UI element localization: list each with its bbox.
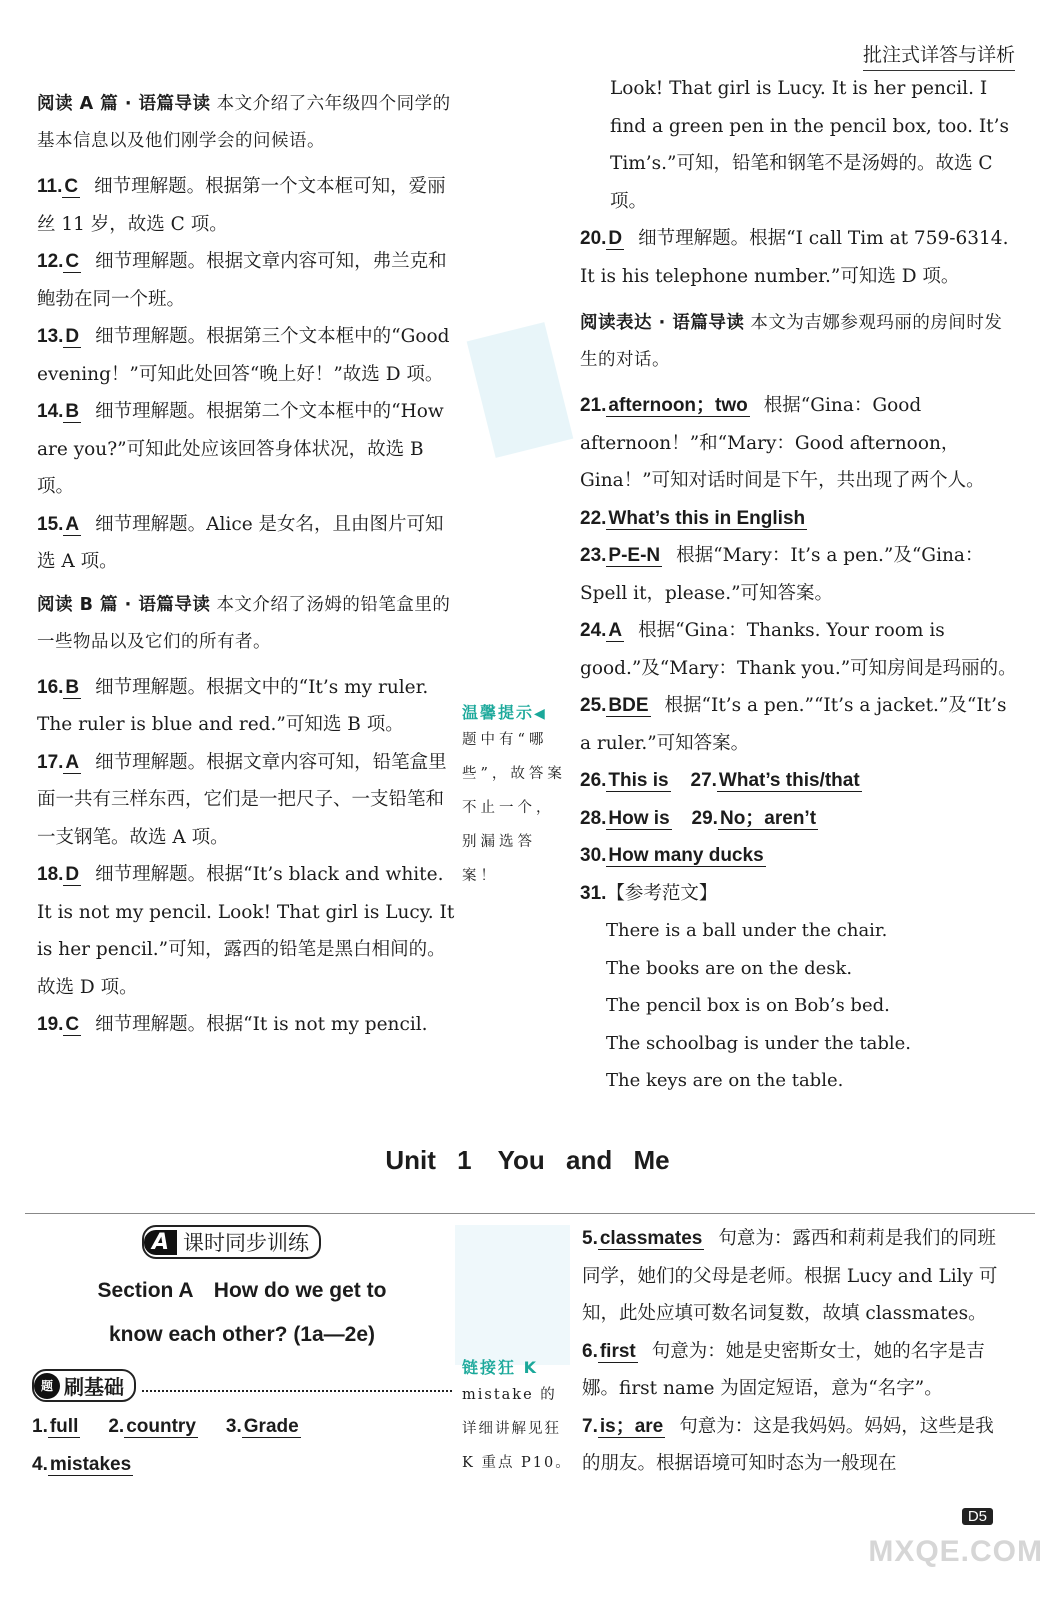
guide-text: 本文介绍了六年级四个同学的基本信息以及他们刚学会的问候语。: [37, 94, 451, 151]
section-divider: [25, 1213, 1035, 1214]
page-number: D5: [962, 1508, 993, 1525]
essay-line: The books are on the desk.: [606, 957, 853, 979]
answer-items-26-27: 26. This is 27. What’s this/that: [580, 770, 860, 791]
background-watermark: [467, 322, 574, 458]
badge-a-icon: A: [144, 1230, 177, 1255]
link-tip-box: [462, 1355, 572, 1480]
tip-box: [462, 700, 572, 893]
guide-text: 本文为吉娜参观玛丽的房间时发生的对话。: [580, 313, 1003, 370]
answer-item-19: 19. C 细节理解题。根据“It is not my pencil.: [37, 1014, 428, 1035]
answer-item-12: 12. C 细节理解题。根据文章内容可知，弗兰克和鲍勃在同一个班。: [37, 251, 447, 310]
running-header: 批注式详答与详析: [863, 40, 1015, 71]
left-column: [37, 80, 457, 1044]
essay-line: The keys are on the table.: [606, 1070, 844, 1091]
answer-item-5: 5. classmates 句意为：露西和莉莉是我们的同班同学，她们的父母是老师。根据 Lucy and Lily 可知，此处应填可数名词复数，故填 classmates。: [582, 1228, 998, 1324]
guide-text: 本文介绍了汤姆的铅笔盒里的一些物品以及它们的所有者。: [37, 594, 451, 652]
link-tip-text: mistake 的详细讲解见狂 K 重点 P10。: [462, 1387, 572, 1471]
answer-item-30: 30. How many ducks: [580, 845, 764, 866]
answer-item-20: 20. D 细节理解题。根据“I call Tim at 759-6314. It is his telephone number.”可知选 D 项。: [580, 228, 1009, 287]
answer-item-7: 7. is；are 句意为：这是我妈妈。妈妈，这些是我的朋友。根据语境可知时态为一般现在: [582, 1415, 994, 1474]
answer-item-16: 16. B 细节理解题。根据文中的“It’s my ruler. The ruler is blue and red.”可知选 B 项。: [37, 676, 429, 735]
right-column: [580, 70, 1020, 1100]
answer-item-11: 11. C 细节理解题。根据第一个文本框可知，爱丽丝 11 岁，故选 C 项。: [37, 176, 446, 235]
reading-b-guide: [37, 587, 457, 661]
answer-item-13: 13. D 细节理解题。根据第三个文本框中的“Good evening！”可知此处回答“晚上好！”故选 D 项。: [37, 326, 450, 385]
essay-line: The schoolbag is under the table.: [606, 1032, 912, 1054]
answer-item-31: 31.【参考范文】: [580, 882, 718, 904]
answer-item-15: 15. A 细节理解题。Alice 是女名，且由图片可知选 A 项。: [37, 513, 444, 572]
answer-item-21: 21. afternoon；two 根据“Gina：Good afternoon！”和“Mary：Good afternoon，Gina！”可知对话时间是下午，共出现了两个人。: [580, 395, 985, 491]
arrow-left-icon: ◀: [534, 706, 547, 722]
section-heading-line-1: Section A How do we get to: [97, 1279, 387, 1302]
answer-item-22: 22. What’s this in English: [580, 507, 806, 529]
link-tip-title: 链接狂 K: [462, 1358, 538, 1377]
reading-a-guide: [37, 86, 457, 160]
bottom-right-column: [582, 1220, 1012, 1483]
basics-label: 刷基础: [64, 1375, 124, 1399]
answer-item-25: 25. BDE 根据“It’s a pen.”“It’s a jacket.”及“It’s a ruler.”可知答案。: [580, 695, 1007, 754]
background-watermark-2: [455, 1225, 570, 1365]
answer-item-23: 23. P-E-N 根据“Mary：It’s a pen.”及“Gina：Spell it，please.”可知答案。: [580, 545, 984, 604]
basics-pill: [32, 1369, 136, 1402]
site-watermark: MXQE.COM: [868, 1535, 1043, 1568]
answer-item-6: 6. first 句意为：她是史密斯女士，她的名字是吉娜。first name 为固定短语，意为“名字”。: [582, 1340, 985, 1399]
answer-item-24: 24. A 根据“Gina：Thanks. Your room is good.”及“Mary：Thank you.”可知房间是玛丽的。: [580, 620, 1017, 679]
answer-19-continued: Look! That girl is Lucy. It is her pencil. I find a green pen in the pencil box, too. It’s Tim’s.”可知，铅笔和钢笔不是汤姆的。故选 C 项。: [610, 78, 1009, 212]
badge-label: 课时同步训练: [183, 1231, 310, 1255]
basics-answers-row-1: 1. full 2. country 3. Grade: [32, 1416, 299, 1437]
basics-answers-row-2: 4. mistakes: [32, 1453, 132, 1475]
model-essay: [580, 912, 1020, 1100]
basics-icon: 题: [34, 1373, 60, 1399]
tip-text: 题中有“哪些”，故答案不止一个，别漏选答案！: [462, 732, 566, 884]
guide-title: 阅读表达 · 语篇导读: [580, 313, 745, 333]
essay-line: There is a ball under the chair.: [606, 920, 888, 941]
section-heading-line-2: know each other? (1a—2e): [108, 1323, 376, 1346]
answer-items-28-29: 28. How is 29. No；aren’t: [580, 807, 817, 829]
reading-expression-guide: [580, 305, 1020, 379]
answer-item-17: 17. A 细节理解题。根据文章内容可知，铅笔盒里面一共有三样东西，它们是一把尺子、一支铅笔和一支钢笔。故选 A 项。: [37, 751, 447, 848]
guide-title: 阅读 B 篇 · 语篇导读: [37, 594, 211, 615]
essay-line: The pencil box is on Bob’s bed.: [606, 995, 890, 1016]
answer-item-18: 18. D 细节理解题。根据“It’s black and white. It is not my pencil. Look! That girl is Lucy. It is her pencil.”可知，露西的铅笔是黑白相间的。故选 D 项。: [37, 864, 455, 998]
unit-title: Unit 1 You and Me: [385, 1145, 670, 1175]
basics-header: [32, 1369, 452, 1402]
answer-item-14: 14. B 细节理解题。根据第二个文本框中的“How are you?”可知此处应该回答身体状况，故选 B 项。: [37, 401, 444, 497]
dotted-rule: [142, 1390, 452, 1392]
lesson-badge: [142, 1225, 321, 1259]
guide-title: 阅读 A 篇 · 语篇导读: [37, 94, 211, 114]
tip-title: 温馨提示◀: [462, 703, 547, 722]
bottom-left-column: [32, 1225, 452, 1483]
